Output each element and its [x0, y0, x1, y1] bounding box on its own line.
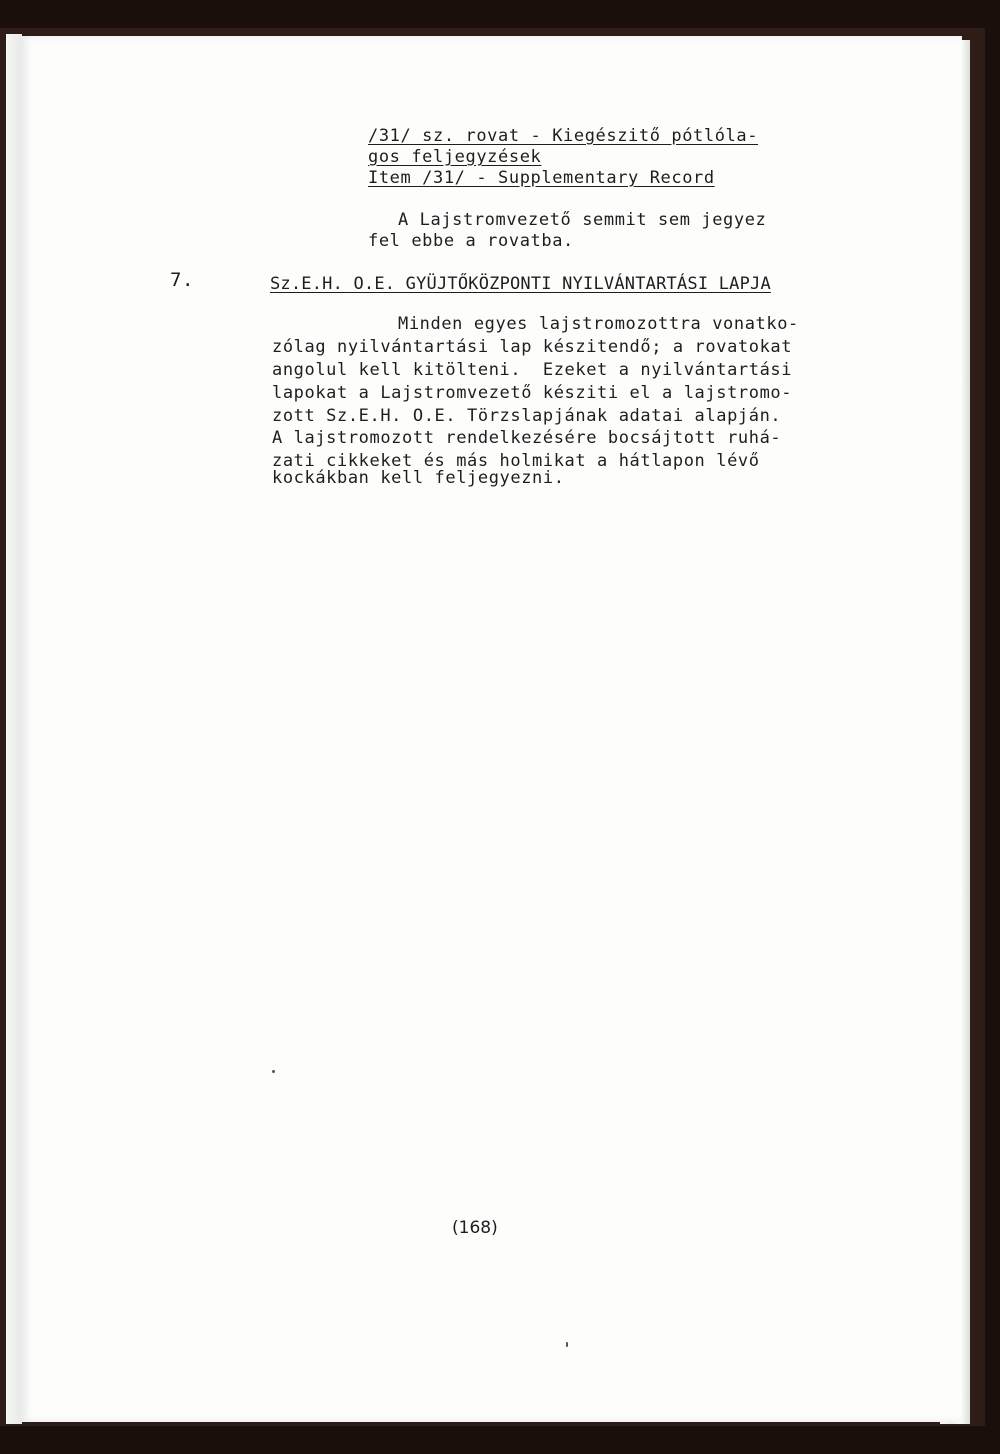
- scan-speck: [566, 1342, 568, 1347]
- body-line-4: lapokat a Lajstromvezető késziti el a lajstromo-: [272, 383, 793, 403]
- section-header-line-3: Item /31/ - Supplementary Record: [368, 168, 715, 188]
- body-line-7: zati cikkeket és más holmikat a hátlapon lévő: [272, 451, 760, 471]
- body-line-2: zólag nyilvántartási lap készitendő; a rovatokat: [272, 337, 793, 357]
- note-line-1: A Lajstromvezető semmit sem jegyez: [398, 210, 767, 230]
- body-line-3: angolul kell kitölteni. Ezeket a nyilvántartási: [272, 360, 793, 380]
- body-line-6: A lajstromozott rendelkezésére bocsájtott ruhá-: [272, 428, 782, 448]
- note-line-2: fel ebbe a rovatba.: [368, 231, 574, 251]
- item-number: 7.: [170, 269, 195, 291]
- body-line-5: zott Sz.E.H. O.E. Törzslapjának adatai alapján.: [272, 406, 782, 426]
- page-number: (168): [452, 1218, 498, 1238]
- scan-speck: [272, 1070, 275, 1073]
- section-header-line-2: gos feljegyzések: [368, 147, 542, 167]
- body-line-1: Minden egyes lajstromozottra vonatko-: [398, 314, 799, 334]
- section-header-line-1: /31/ sz. rovat - Kiegészitő pótlóla-: [368, 126, 759, 146]
- body-line-8: kockákban kell feljegyezni.: [272, 468, 565, 488]
- item-title: Sz.E.H. O.E. GYÜJTŐKÖZPONTI NYILVÁNTARTÁSI LAPJA: [270, 274, 771, 294]
